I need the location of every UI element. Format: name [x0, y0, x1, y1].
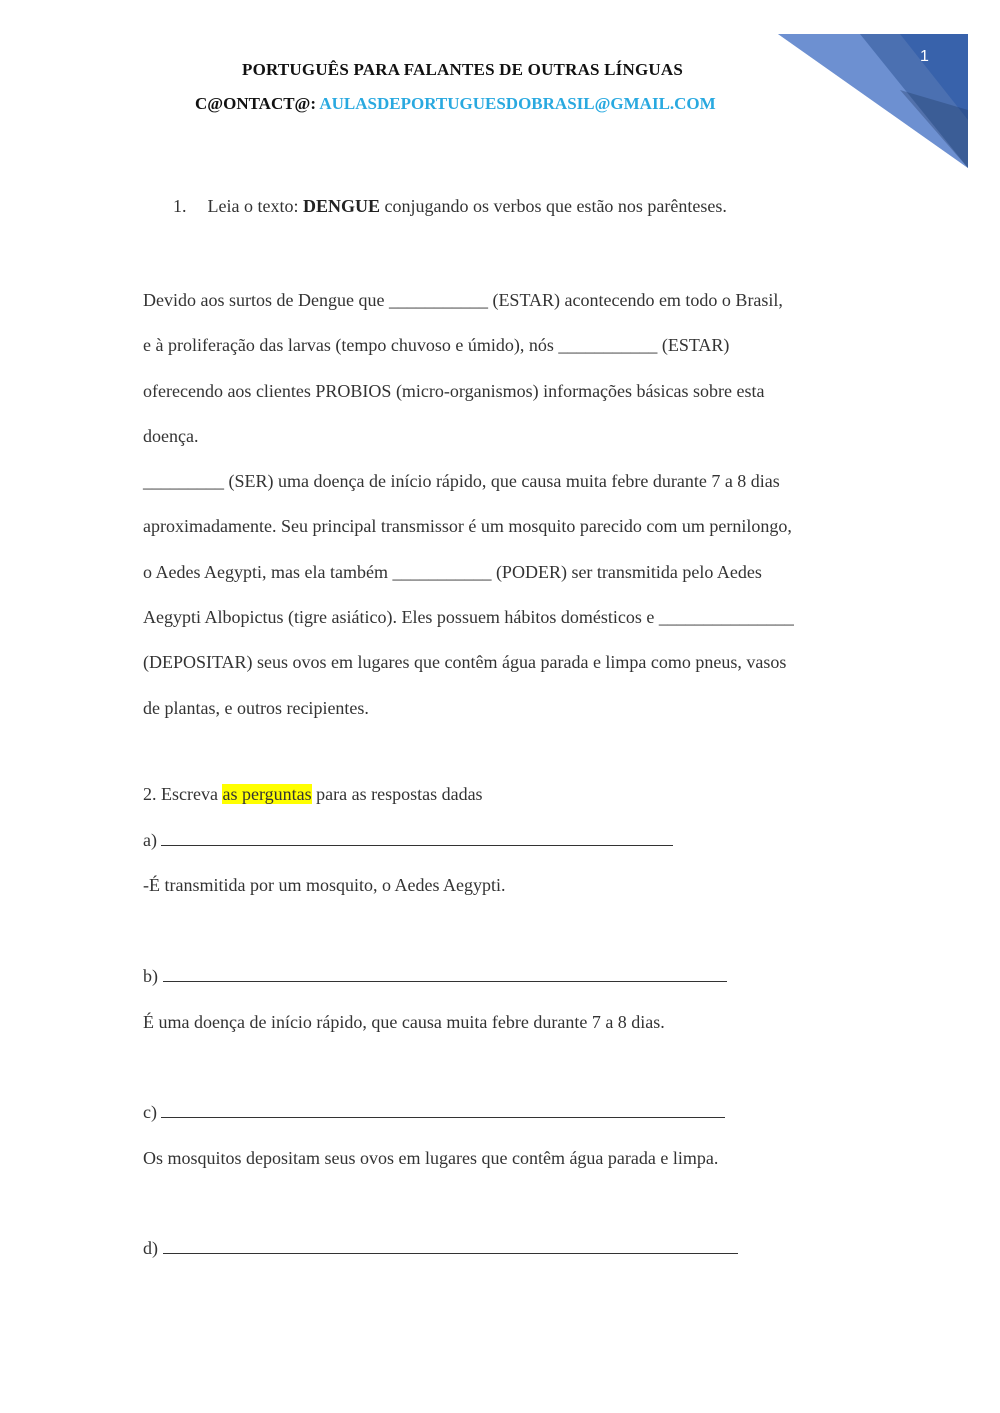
item-label: c): [143, 1102, 157, 1122]
item-label: b): [143, 966, 158, 986]
question-2c: [143, 1102, 725, 1123]
text-line: Aegypti Albopictus (tigre asiático). Eles possuem hábitos domésticos e _______________: [143, 607, 794, 628]
page-number: 1: [920, 48, 929, 65]
question-2: [143, 784, 483, 805]
text-line: aproximadamente. Seu principal transmissor é um mosquito parecido com um pernilongo,: [143, 516, 792, 537]
question-2b: [143, 966, 727, 987]
answer-blank-a[interactable]: [161, 831, 673, 846]
document-title: PORTUGUÊS PARA FALANTES DE OUTRAS LÍNGUAS: [242, 60, 684, 79]
question-2-prefix: 2. Escreva: [143, 784, 218, 804]
text-line: oferecendo aos clientes PROBIOS (micro-organismos) informações básicas sobre esta: [143, 380, 765, 401]
text-line: e à proliferação das larvas (tempo chuvoso e úmido), nós ___________ (ESTAR): [143, 335, 730, 356]
question-1: [173, 196, 727, 217]
text-line: de plantas, e outros recipientes.: [143, 697, 369, 718]
question-2a: [143, 830, 673, 851]
question-1-number: 1.: [173, 196, 187, 216]
contact-label: C@ONTACT@:: [195, 94, 317, 113]
text-line: _________ (SER) uma doença de início rápido, que causa muita febre durante 7 a 8 dias: [143, 471, 780, 492]
text-line: (DEPOSITAR) seus ovos em lugares que contêm água parada e limpa como pneus, vasos: [143, 652, 787, 673]
text-line: o Aedes Aegypti, mas ela também ___________ (PODER) ser transmitida pelo Aedes: [143, 561, 762, 582]
question-2-highlight: as perguntas: [222, 784, 312, 804]
text-line: doença.: [143, 425, 199, 446]
dengue-text: [143, 278, 863, 731]
contact-email[interactable]: AULASDEPORTUGUESDOBRASIL@GMAIL.COM: [319, 94, 716, 113]
question-2-suffix: para as respostas dadas: [316, 784, 483, 804]
answer-b: É uma doença de início rápido, que causa muita febre durante 7 a 8 dias.: [143, 1012, 665, 1032]
item-label: d): [143, 1238, 158, 1258]
contact-line: [195, 94, 773, 114]
answer-blank-c[interactable]: [161, 1103, 725, 1118]
question-2d: [143, 1238, 738, 1259]
answer-c: Os mosquitos depositam seus ovos em lugares que contêm água parada e limpa.: [143, 1148, 719, 1168]
text-line: Devido aos surtos de Dengue que ___________ (ESTAR) acontecendo em todo o Brasil,: [143, 290, 783, 310]
question-1-prefix: Leia o texto:: [207, 196, 299, 216]
answer-blank-d[interactable]: [163, 1239, 738, 1254]
question-1-suffix: conjugando os verbos que estão nos parênteses.: [384, 196, 727, 216]
question-1-keyword: DENGUE: [302, 196, 380, 216]
answer-a: -É transmitida por um mosquito, o Aedes Aegypti.: [143, 875, 506, 895]
item-label: a): [143, 830, 157, 850]
answer-blank-b[interactable]: [163, 967, 727, 982]
